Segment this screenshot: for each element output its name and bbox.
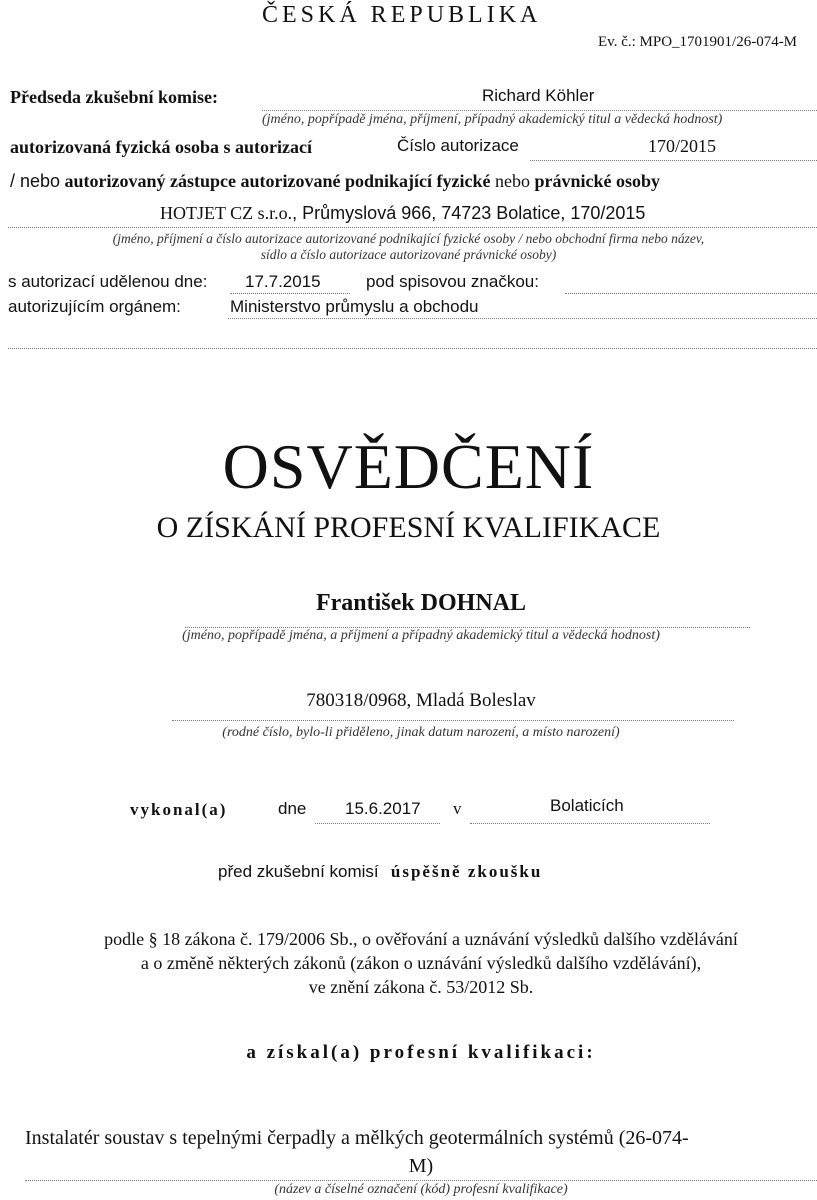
holder-note: (jméno, popřípadě jména, a příjmení a případný akademický titul a vědecká hodnost)	[182, 628, 660, 643]
obtained-text: a získal(a) profesní kvalifikaci:	[246, 1042, 596, 1063]
authority-label: autorizujícím orgánem:	[8, 297, 181, 316]
law-line-2: a o změně některých zákonů (zákon o uznávání výsledků dalšího vzdělávání),	[140, 953, 702, 973]
country-title: ČESKÁ REPUBLIKA	[262, 2, 542, 28]
auth-dotted-line	[530, 160, 817, 161]
birth-dotted-line	[172, 720, 734, 721]
holder-name	[0, 590, 817, 617]
auth-number-value: 170/2015	[648, 136, 717, 156]
rep-bold-1: autorizovaný zástupce autorizované podnikající fyzické	[64, 171, 491, 191]
law-line-3: ve znění zákona č. 53/2012 Sb.	[308, 977, 534, 997]
company-address: , Průmyslová 966, 74723 Bolatice, 170/2015	[292, 203, 646, 223]
granted-label: s autorizací udělenou dne:	[8, 272, 208, 291]
granted-date: 17.7.2015	[245, 272, 321, 291]
authority-value: Ministerstvo průmyslu a obchodu	[230, 297, 479, 316]
qualification-line-2: M)	[408, 1155, 434, 1177]
date-prefix: dne	[278, 799, 307, 818]
exam-date: 15.6.2017	[345, 799, 421, 818]
holder-last-name: DOHNAL	[420, 590, 526, 616]
exam-place: Bolaticích	[550, 796, 624, 815]
rep-mid: nebo	[495, 171, 531, 191]
rep-line	[10, 171, 660, 192]
granted-dotted-line	[230, 293, 350, 294]
company-line	[160, 203, 645, 224]
company-note-1: (jméno, příjmení a číslo autorizace autorizované podnikající fyzické osoby / nebo obchodní firma nebo název,	[112, 231, 705, 246]
chair-note: (jméno, popřípadě jména, příjmení, případný akademický titul a vědecká hodnost)	[262, 112, 723, 127]
chair-name: Richard Köhler	[482, 86, 595, 105]
holder-first-name: František	[315, 590, 415, 616]
place-prefix: v	[453, 799, 462, 818]
authority-dotted-line	[228, 318, 817, 319]
qualification-line-1: Instalatér soustav s tepelnými čerpadly a mělkých geotermálních systémů (26-074-	[25, 1127, 689, 1149]
qualification-note: (název a číselné označení (kód) profesní kvalifikace)	[274, 1182, 568, 1197]
exam-place-dotted-line	[470, 823, 710, 824]
file-dotted-line	[565, 293, 817, 294]
rep-bold-2: právnické osoby	[534, 171, 661, 191]
auth-number-label: Číslo autorizace	[397, 136, 519, 155]
rep-prefix: / nebo	[10, 171, 61, 191]
certificate-subtitle: O ZÍSKÁNÍ PROFESNÍ KVALIFIKACE	[156, 511, 661, 544]
certificate-title: OSVĚDČENÍ	[222, 431, 595, 502]
committee-line	[218, 862, 542, 882]
birth-info: 780318/0968, Mladá Boleslav	[306, 690, 536, 711]
company-dotted-line	[8, 227, 817, 228]
ev-number: Ev. č.: MPO_1701901/26-074-M	[598, 34, 798, 50]
chair-dotted-line	[262, 110, 817, 111]
performed-label: vykonal(a)	[130, 800, 228, 819]
file-label: pod spisovou značkou:	[366, 272, 539, 291]
birth-note: (rodné číslo, bylo-li přiděleno, jinak datum narození, a místo narození)	[222, 725, 620, 740]
committee-text: před zkušební komisí	[218, 862, 379, 881]
company-name: HOTJET CZ s.r.o.	[160, 203, 293, 223]
exam-date-dotted-line	[315, 823, 440, 824]
auth-person-label: autorizovaná fyzická osoba s autorizací	[10, 137, 312, 157]
success-text: úspěšně zkoušku	[390, 862, 543, 881]
qualification-dotted-line	[25, 1180, 817, 1181]
chair-label: Předseda zkušební komise:	[10, 87, 219, 107]
section-divider	[8, 348, 817, 349]
law-line-1: podle § 18 zákona č. 179/2006 Sb., o ověřování a uznávání výsledků dalšího vzdělávání	[104, 929, 738, 949]
company-note-2: sídlo a číslo autorizace autorizované právnické osoby)	[260, 247, 557, 262]
